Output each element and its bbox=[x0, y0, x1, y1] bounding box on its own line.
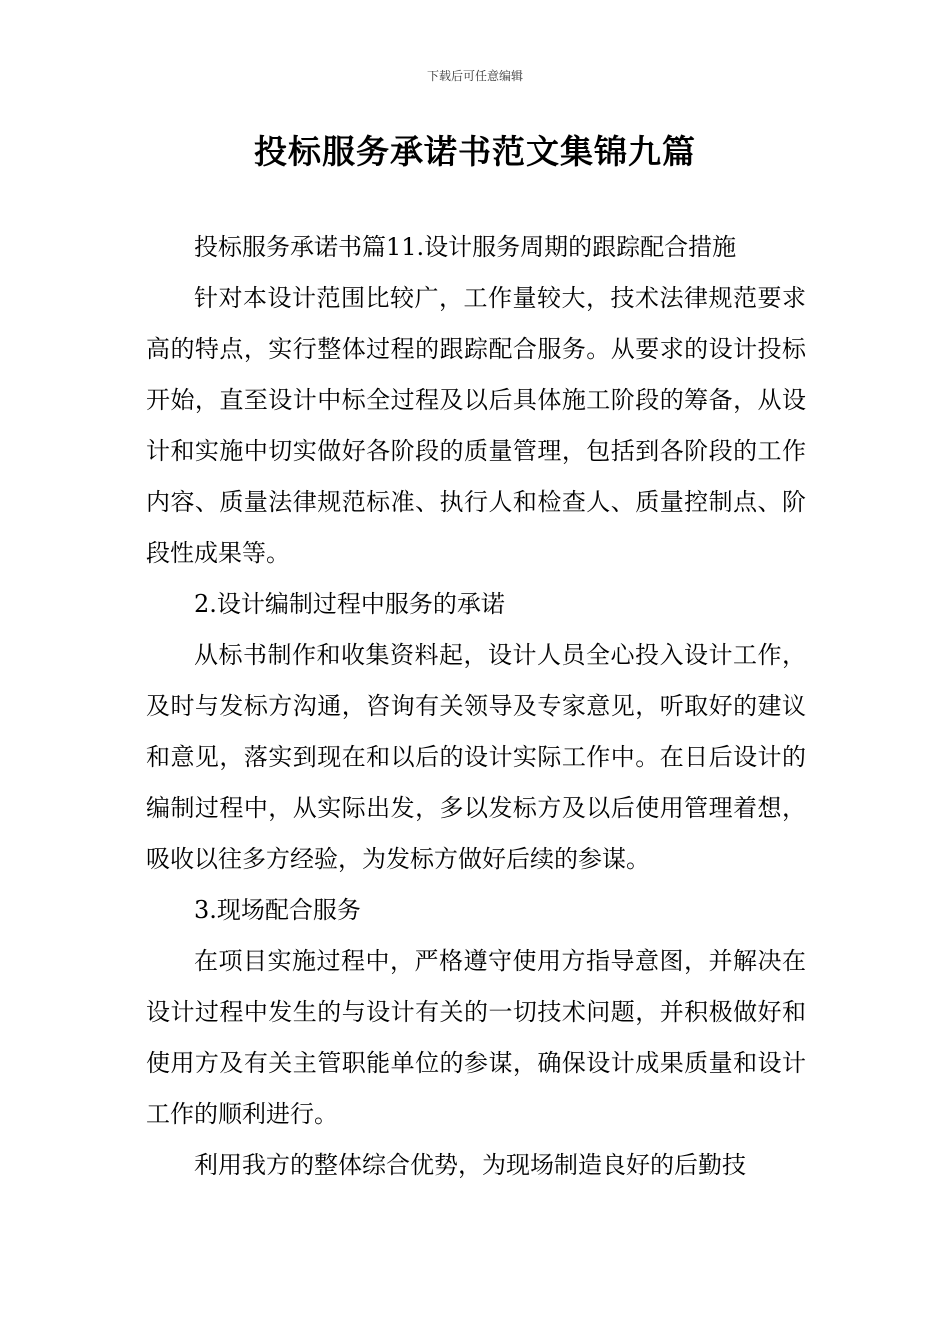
paragraph-section-1-heading: 投标服务承诺书篇11.设计服务周期的跟踪配合措施 bbox=[194, 233, 737, 261]
paragraph-section-1-body: 针对本设计范围比较广，工作量较大，技术法律规范要求高的特点，实行整体过程的跟踪配合服务。从要求的设计投标开始，直至设计中标全过程及以后具体施工阶段的筹备，从设计和实施中切实做好各阶段的质量管理，包括到各阶段的工作内容、质量法律规范标准、执行人和检查人、质量控制点、阶段性成果等。 bbox=[146, 284, 806, 567]
paragraph-section-3-continuation: 利用我方的整体综合优势，为现场制造良好的后勤技 bbox=[194, 1151, 746, 1179]
paragraph-section-3-heading: 3.现场配合服务 bbox=[194, 896, 361, 924]
header-note: 下载后可任意编辑 bbox=[426, 69, 523, 83]
paragraph-section-2-heading: 2.设计编制过程中服务的承诺 bbox=[194, 590, 505, 618]
paragraph-section-2-body: 从标书制作和收集资料起，设计人员全心投入设计工作，及时与发标方沟通，咨询有关领导及专家意见，听取好的建议和意见，落实到现在和以后的设计实际工作中。在日后设计的编制过程中，从实际出发，多以发标方及以后使用管理着想，吸收以往多方经验，为发标方做好后续的参谋。 bbox=[146, 641, 806, 873]
document-title: 投标服务承诺书范文集锦九篇 bbox=[254, 132, 696, 171]
paragraph-section-3-body: 在项目实施过程中，严格遵守使用方指导意图，并解决在设计过程中发生的与设计有关的一切技术问题，并积极做好和使用方及有关主管职能单位的参谋，确保设计成果质量和设计工作的顺利进行。 bbox=[146, 947, 806, 1128]
document-body bbox=[146, 222, 806, 1191]
